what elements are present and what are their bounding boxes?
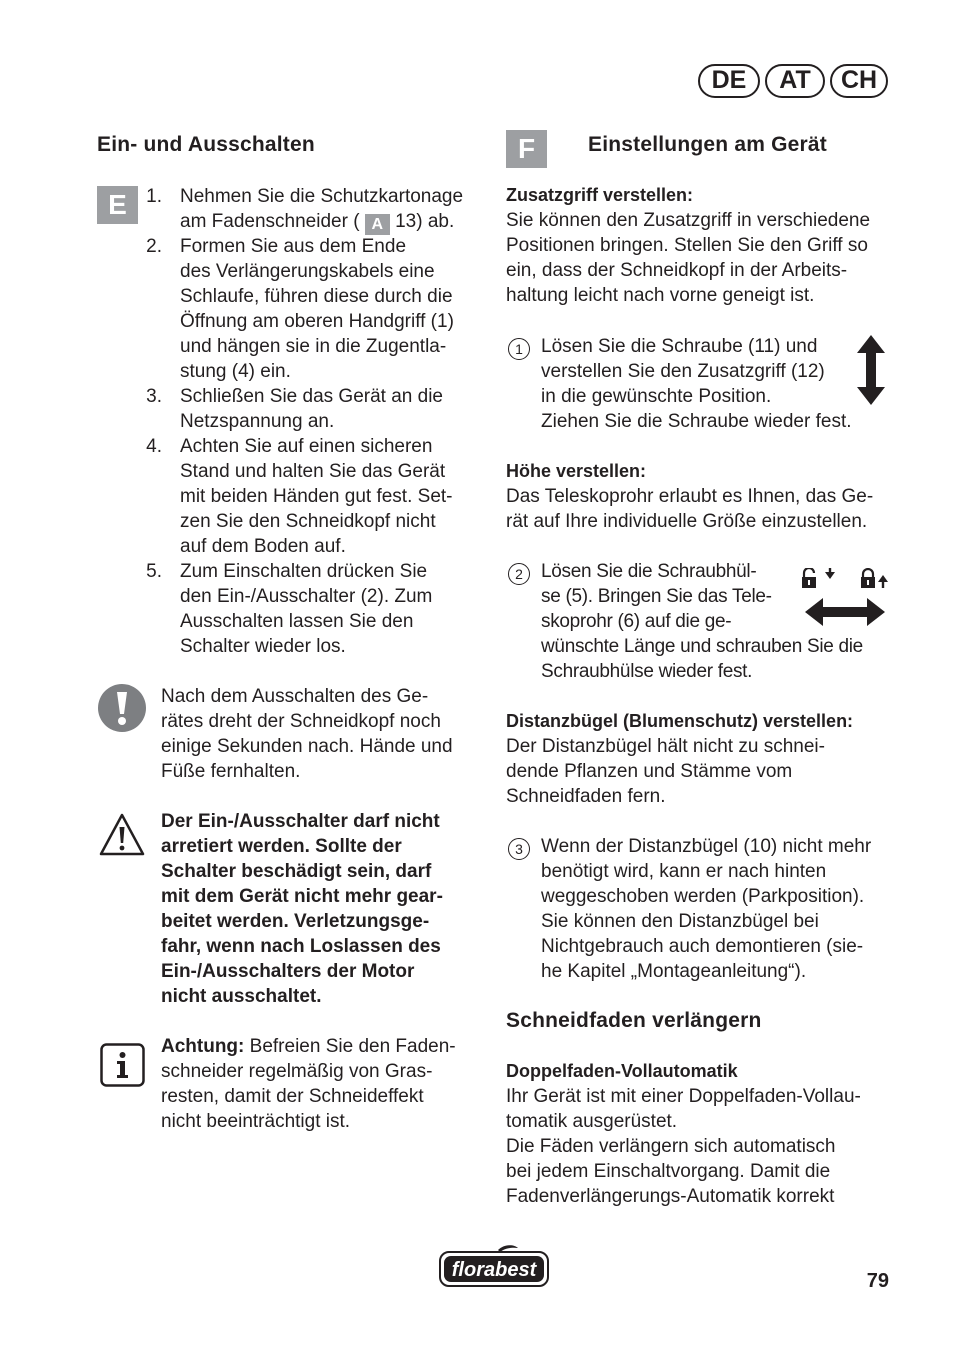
- step1-text: Lösen Sie die Schraube (11) und verstellen Sie den Zusatzgriff (12) in die gewünschte Position. Ziehen Sie die Schraube wieder fest.: [541, 336, 852, 432]
- page-number: 79: [866, 1270, 889, 1292]
- section-letter-f: F: [506, 130, 547, 168]
- info-text: Achtung: Befreien Sie den Faden- schneider regelmäßig von Gras- resten, damit der Schneideffekt nicht beeinträchtigt ist.: [161, 1036, 456, 1132]
- step-circle-3: 3: [508, 838, 530, 860]
- info-icon: [100, 1043, 145, 1087]
- zusatzgriff-text: Sie können den Zusatzgriff in verschiedene Positionen bringen. Stellen Sie den Griff so ein, dass der Schneidkopf in der Arbeits- haltung leicht nach vorne geneigt ist.: [506, 210, 871, 306]
- step-text: Schließen Sie das Gerät an die Netzspannung an.: [180, 386, 443, 432]
- subheading-doppelfaden: Doppelfaden-Vollautomatik: [506, 1061, 738, 1081]
- svg-text:florabest: florabest: [451, 1259, 537, 1281]
- step-number: 4.: [146, 436, 162, 457]
- vertical-double-arrow-icon: [857, 335, 885, 405]
- step-number: 5.: [146, 561, 162, 582]
- section-title-einstellungen: Einstellungen am Gerät: [588, 133, 827, 156]
- exclamation-icon: [97, 683, 147, 733]
- step-text: Zum Einschalten drücken Sie den Ein-/Ausschalter (2). Zum Ausschalten lassen Sie den Schalter wieder los.: [180, 561, 433, 657]
- step-text: Achten Sie auf einen sicheren Stand und halten Sie das Gerät mit beiden Händen gut fest. Set- zen Sie den Schneidkopf nicht auf dem Boden auf.: [180, 436, 453, 557]
- country-code-de: DE: [698, 64, 760, 98]
- step-text: Nehmen Sie die Schutzkartonage am Fadenschneider ( A 13) ab.: [180, 186, 464, 233]
- section-title-ein-ausschalten: Ein- und Ausschalten: [97, 133, 315, 156]
- warning-icon: [98, 812, 146, 858]
- unlock-arrow-down-icon: [801, 568, 837, 590]
- country-code-ch: CH: [830, 64, 888, 98]
- step-circle-1: 1: [508, 338, 530, 360]
- step2-text: Lösen Sie die Schraubhül- se (5). Bringen Sie das Tele- skoprohr (6) auf die ge- wünschte Länge und schrauben Sie die Schraubhülse wieder fest.: [541, 561, 863, 682]
- step-number: 2.: [146, 236, 162, 257]
- subheading-hoehe: Höhe verstellen:: [506, 461, 647, 481]
- step3-text: Wenn der Distanzbügel (10) nicht mehr benötigt wird, kann er nach hinten weggeschoben werden (Parkposition). Sie können den Distanzbügel bei Nichtgebrauch auch demontieren (sie- he Kapitel „Montageanleitung“).: [541, 836, 872, 982]
- country-code-at: AT: [765, 64, 825, 98]
- hoehe-text: Das Teleskoprohr erlaubt es Ihnen, das Ge- rät auf Ihre individuelle Größe einzustellen.: [506, 486, 874, 532]
- step-number: 1.: [146, 186, 162, 207]
- step-text: Formen Sie aus dem Ende des Verlängerungskabels eine Schlaufe, führen diese durch die Öffnung am oberen Handgriff (1) und hängen sie in die Zugentla- stung (4) ein.: [180, 236, 454, 382]
- doppelfaden-text: Ihr Gerät ist mit einer Doppelfaden-Vollau- tomatik ausgerüstet. Die Fäden verlängern sich automatisch bei jedem Einschaltvorgang. Damit die Fadenverlängerungs-Automatik korrekt: [506, 1086, 861, 1207]
- step-circle-2: 2: [508, 563, 530, 585]
- subheading-distanzbuegel: Distanzbügel (Blumenschutz) verstellen:: [506, 711, 854, 731]
- horizontal-double-arrow-icon: [805, 598, 885, 626]
- section-letter-e: E: [97, 186, 138, 224]
- step-number: 3.: [146, 386, 162, 407]
- lock-arrow-up-icon: [860, 568, 890, 590]
- note-text: Nach dem Ausschalten des Ge- rätes dreht der Schneidkopf noch einige Sekunden nach. Hände und Füße fernhalten.: [161, 686, 453, 782]
- figure-a-badge: A: [365, 214, 390, 235]
- subheading-zusatzgriff: Zusatzgriff verstellen:: [506, 185, 694, 205]
- warning-text: Der Ein-/Ausschalter darf nicht arretiert werden. Sollte der Schalter beschädigt sein, darf mit dem Gerät nicht mehr gear- beitet werden. Verletzungsge- fahr, wenn nach Loslassen des Ein-/Ausschalters der Motor nicht ausschaltet.: [161, 811, 443, 1007]
- florabest-logo: [438, 1244, 550, 1289]
- distanzbuegel-text: Der Distanzbügel hält nicht zu schnei- dende Pflanzen und Stämme vom Schneidfaden fern.: [506, 736, 825, 807]
- section-title-schneidfaden: Schneidfaden verlängern: [506, 1009, 762, 1032]
